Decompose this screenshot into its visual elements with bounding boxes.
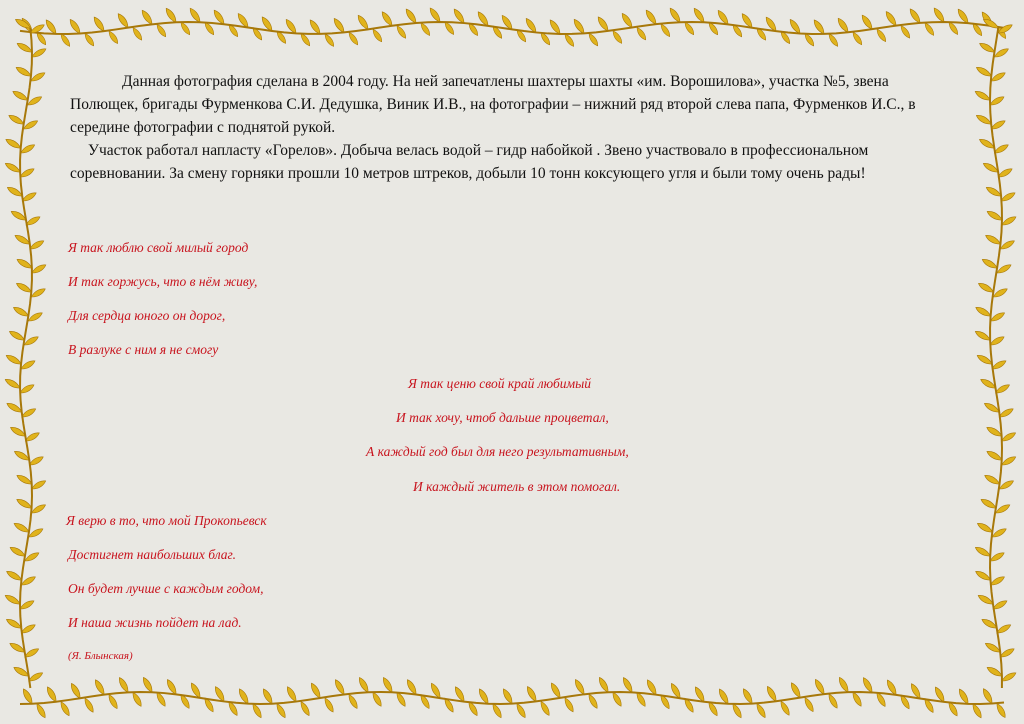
poem-line: И каждый житель в этом помогал.	[413, 479, 621, 494]
laurel-leaf	[563, 697, 576, 714]
laurel-leaf	[131, 26, 144, 41]
laurel-leaf	[83, 32, 96, 47]
laurel-leaf	[309, 682, 322, 700]
laurel-leaf	[381, 676, 394, 694]
poem-author: (Я. Блынская)	[68, 650, 133, 662]
laurel-leaf	[299, 700, 312, 717]
laurel-leaf	[9, 545, 27, 558]
laurel-leaf	[977, 281, 995, 294]
description-text	[70, 70, 950, 185]
poem-line: Для сердца юного он дорог,	[68, 308, 226, 323]
laurel-leaf	[995, 702, 1008, 719]
laurel-leaf	[12, 305, 30, 318]
laurel-leaf	[986, 449, 1004, 462]
laurel-leaf	[333, 678, 346, 696]
laurel-leaf	[974, 89, 992, 102]
laurel-leaf	[323, 697, 336, 714]
laurel-leaf	[131, 691, 144, 708]
laurel-leaf	[539, 700, 552, 717]
laurel-leaf	[371, 691, 384, 708]
poem-line: Я так люблю свой милый город	[68, 240, 249, 255]
laurel-leaf	[59, 700, 72, 717]
laurel-leaf	[107, 693, 120, 710]
laurel-leaf	[15, 65, 33, 78]
laurel-leaf	[15, 281, 33, 294]
laurel-leaf	[932, 6, 946, 23]
laurel-leaf	[4, 377, 22, 390]
laurel-leaf	[827, 693, 840, 710]
poem-line: Достигнет наибольших благ.	[68, 547, 237, 562]
laurel-leaf	[971, 703, 984, 720]
laurel-leaf	[428, 6, 442, 23]
laurel-leaf	[515, 702, 528, 719]
laurel-leaf	[30, 479, 47, 492]
laurel-leaf	[803, 696, 816, 713]
laurel-leaf	[179, 21, 192, 36]
laurel-leaf	[611, 691, 624, 708]
laurel-leaf	[983, 473, 1001, 486]
paragraph-work-description: Участок работал напласту «Горелов». Добыча велась водой – гидр набойкой . Звено участвовало в профессиональном соревновании. За смену горняки прошли 10 метров штреков, добыли 10 тонн коксующего угля и были тому очень рады!	[70, 142, 869, 182]
laurel-leaf	[1000, 431, 1017, 444]
laurel-leaf	[789, 681, 802, 699]
laurel-leaf	[765, 685, 778, 703]
laurel-leaf	[69, 682, 82, 700]
laurel-leaf	[525, 685, 538, 703]
laurel-leaf	[980, 497, 998, 510]
laurel-leaf	[117, 676, 130, 694]
laurel-leaf	[813, 678, 826, 696]
laurel-leaf	[19, 599, 36, 612]
laurel-leaf	[323, 33, 336, 48]
paragraph-photo-description: Данная фотография сделана в 2004 году. На ней запечатлены шахтеры шахты «им. Ворошилова», участка №5, звена Полющек, бригады Фурменкова С.И. Дедушка, Виник И.В., на фотографии – нижний ряд второй слева папа, Фурменков И.С., в середине фотографии с поднятой рукой.	[70, 73, 916, 136]
laurel-leaf	[659, 23, 672, 38]
laurel-leaf	[587, 32, 600, 47]
laurel-leaf	[35, 702, 48, 719]
laurel-leaf	[837, 676, 850, 694]
laurel-leaf	[1001, 215, 1018, 228]
laurel-leaf	[981, 687, 994, 705]
laurel-leaf	[978, 41, 996, 54]
poem-line: В разлуке с ним я не смогу	[68, 342, 219, 357]
poem-line: И так хочу, чтоб дальше процветал,	[396, 410, 609, 425]
laurel-leaf	[5, 353, 23, 366]
poem-line: Я верю в то, что мой Прокопьевск	[66, 513, 267, 528]
laurel-leaf	[974, 305, 992, 318]
poem-line: Я так ценю свой край любимый	[408, 376, 592, 391]
laurel-leaf	[5, 569, 23, 582]
poem-line: И так горжусь, что в нём живу,	[68, 274, 258, 289]
laurel-leaf	[261, 688, 274, 706]
poem-line: И наша жизнь пойдет на лад.	[68, 615, 242, 630]
laurel-leaf	[4, 593, 22, 606]
poem-line: Он будет лучше с каждым годом,	[68, 581, 264, 596]
poem-line: А каждый год был для него результативным,	[366, 444, 629, 459]
laurel-leaf	[30, 503, 47, 516]
laurel-leaf	[13, 521, 31, 534]
laurel-leaf	[851, 691, 864, 708]
laurel-leaf	[501, 687, 514, 705]
laurel-leaf	[83, 697, 96, 714]
laurel-leaf	[597, 676, 610, 694]
laurel-leaf	[31, 263, 48, 276]
laurel-leaf	[851, 31, 864, 46]
laurel-leaf	[275, 702, 288, 719]
laurel-leaf	[984, 233, 1002, 246]
laurel-leaf	[976, 521, 994, 534]
laurel-leaf	[5, 137, 23, 150]
laurel-leaf	[1000, 455, 1017, 468]
laurel-leaf	[141, 676, 154, 694]
laurel-leaf	[4, 161, 22, 174]
laurel-leaf	[357, 676, 370, 694]
laurel-leaf	[587, 693, 600, 710]
laurel-leaf	[15, 497, 33, 510]
laurel-leaf	[923, 22, 936, 37]
laurel-leaf	[986, 209, 1004, 222]
laurel-leaf	[974, 545, 992, 558]
laurel-leaf	[107, 30, 120, 45]
laurel-leaf	[875, 28, 888, 43]
laurel-leaf	[155, 23, 168, 38]
laurel-leaf	[285, 685, 298, 703]
laurel-leaf	[30, 287, 47, 300]
laurel-leaf	[347, 31, 360, 46]
laurel-leaf	[975, 65, 993, 78]
laurel-leaf	[347, 693, 360, 710]
laurel-leaf	[827, 33, 840, 48]
laurel-leaf	[1001, 671, 1018, 684]
laurel-leaf	[989, 95, 1006, 108]
laurel-leaf	[93, 678, 106, 696]
laurel-leaf	[21, 688, 34, 706]
laurel-leaf	[573, 678, 586, 696]
laurel-leaf	[974, 329, 992, 342]
laurel-leaf	[549, 682, 562, 700]
laurel-leaf	[741, 687, 754, 705]
laurel-leaf	[731, 703, 744, 720]
laurel-leaf	[371, 28, 384, 43]
laurel-leaf	[635, 26, 648, 41]
laurel-leaf	[45, 686, 58, 704]
laurel-leaf	[779, 700, 792, 717]
laurel-leaf	[981, 257, 999, 270]
laurel-leaf	[31, 47, 48, 60]
laurel-leaf	[12, 89, 30, 102]
laurel-leaf	[8, 329, 26, 342]
laurel-leaf	[899, 24, 912, 39]
laurel-leaf	[395, 24, 408, 39]
laurel-leaf	[611, 30, 624, 45]
laurel-leaf	[7, 113, 25, 126]
laurel-leaf	[755, 702, 768, 719]
laurel-leaf	[419, 22, 432, 37]
